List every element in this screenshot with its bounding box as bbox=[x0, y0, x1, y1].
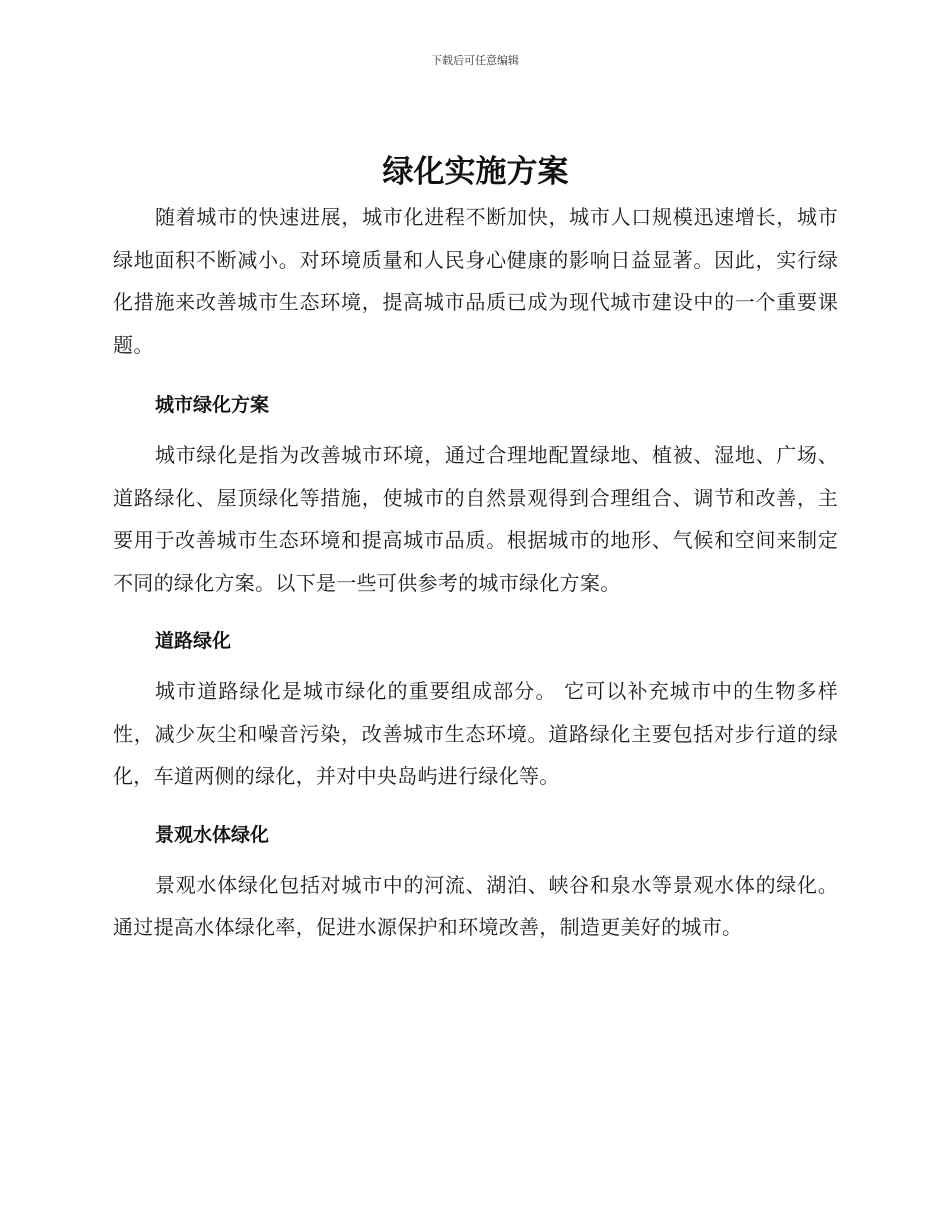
section-body-waterscape-greening: 景观水体绿化包括对城市中的河流、湖泊、峡谷和泉水等景观水体的绿化。通过提高水体绿化率，促进水源保护和环境改善，制造更美好的城市。 bbox=[113, 872, 838, 939]
document-title: 绿化实施方案 bbox=[382, 154, 569, 190]
section-body-city-greening: 城市绿化是指为改善城市环境，通过合理地配置绿地、植被、湿地、广场、道路绿化、屋顶绿化等措施，使城市的自然景观得到合理组合、调节和改善，主要用于改善城市生态环境和提高城市品质。根据城市的地形、气候和空间来制定不同的绿化方案。以下是一些可供参考的城市绿化方案。 bbox=[113, 443, 838, 595]
section-heading-city-greening: 城市绿化方案 bbox=[155, 394, 270, 416]
section-body-road-greening: 城市道路绿化是城市绿化的重要组成部分。 它可以补充城市中的生物多样性，减少灰尘和噪音污染，改善城市生态环境。道路绿化主要包括对步行道的绿化，车道两侧的绿化，并对中央岛屿进行绿化等。 bbox=[113, 679, 838, 788]
document-body bbox=[113, 148, 838, 949]
page-header-note: 下载后可任意编辑 bbox=[431, 54, 519, 67]
intro-paragraph: 随着城市的快速进展，城市化进程不断加快，城市人口规模迅速增长，城市绿地面积不断减小。对环境质量和人民身心健康的影响日益显著。因此，实行绿化措施来改善城市生态环境，提高城市品质已成为现代城市建设中的一个重要课题。 bbox=[113, 205, 838, 357]
section-heading-road-greening: 道路绿化 bbox=[155, 630, 232, 652]
section-heading-waterscape-greening: 景观水体绿化 bbox=[155, 823, 270, 846]
